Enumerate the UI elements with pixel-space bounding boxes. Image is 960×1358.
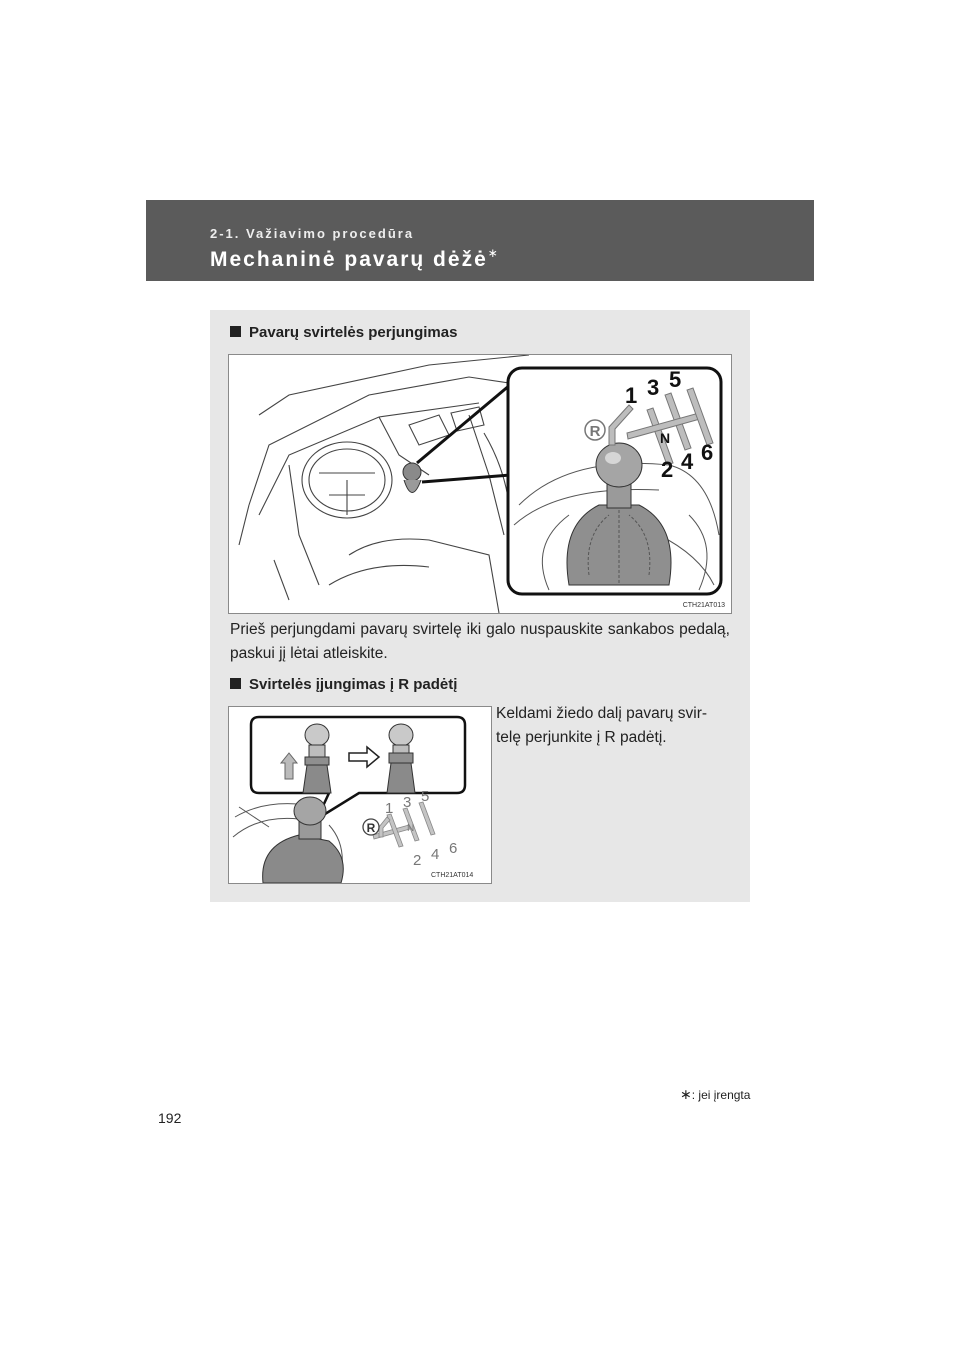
gear-label-3: 3 <box>403 794 412 811</box>
page-title-text: Mechaninė pavarų dėžė <box>210 248 488 271</box>
gear-label-r: R <box>589 423 601 440</box>
interior-illustration <box>229 355 731 613</box>
footnote-text: : jei įrengta <box>691 1088 751 1102</box>
square-bullet-icon <box>230 678 241 689</box>
gear-label-4: 4 <box>681 449 694 474</box>
gear-label-r: R <box>366 821 376 835</box>
gear-label-2: 2 <box>661 457 674 482</box>
content-panel <box>210 310 750 902</box>
reverse-illustration <box>229 707 491 883</box>
page-number: 192 <box>158 1110 182 1126</box>
footnote <box>680 1086 750 1103</box>
gear-label-3: 3 <box>647 375 660 400</box>
figure-reverse-shift <box>228 706 492 884</box>
page-title <box>210 248 500 272</box>
heading-shift-lever <box>230 324 457 341</box>
section-title: 2-1. Važiavimo procedūra <box>210 226 415 241</box>
gear-label-5: 5 <box>669 367 682 392</box>
gear-label-5: 5 <box>421 788 430 805</box>
figure-code: CTH21AT013 <box>682 602 725 609</box>
square-bullet-icon <box>230 326 241 337</box>
gear-label-1: 1 <box>385 800 394 817</box>
gear-label-6: 6 <box>701 440 714 465</box>
figure-code: CTH21AT014 <box>431 872 474 879</box>
optional-mark: ∗ <box>487 246 500 260</box>
gear-label-1: 1 <box>625 383 638 408</box>
heading-text: Pavarų svirtelės perjungimas <box>249 324 458 341</box>
gear-label-n: N <box>660 430 671 446</box>
footnote-mark: ∗ <box>680 1086 692 1102</box>
heading-text: Svirtelės įjungimas į R padėtį <box>249 676 458 693</box>
figure-shift-lever-interior <box>228 354 732 614</box>
gear-label-n: N <box>407 823 415 834</box>
gear-label-2: 2 <box>413 852 422 869</box>
gear-label-4: 4 <box>431 846 440 863</box>
section-header <box>146 200 814 281</box>
reverse-paragraph: Keldami žiedo dalį pavarų svir-telę perjunkite į R padėtį. <box>496 705 708 746</box>
gear-label-6: 6 <box>449 840 458 857</box>
heading-reverse <box>230 676 457 693</box>
instruction-paragraph: Prieš perjungdami pavarų svirtelę iki galo nuspauskite sankabos pedalą, paskui jį lėtai atleiskite. <box>230 621 730 662</box>
